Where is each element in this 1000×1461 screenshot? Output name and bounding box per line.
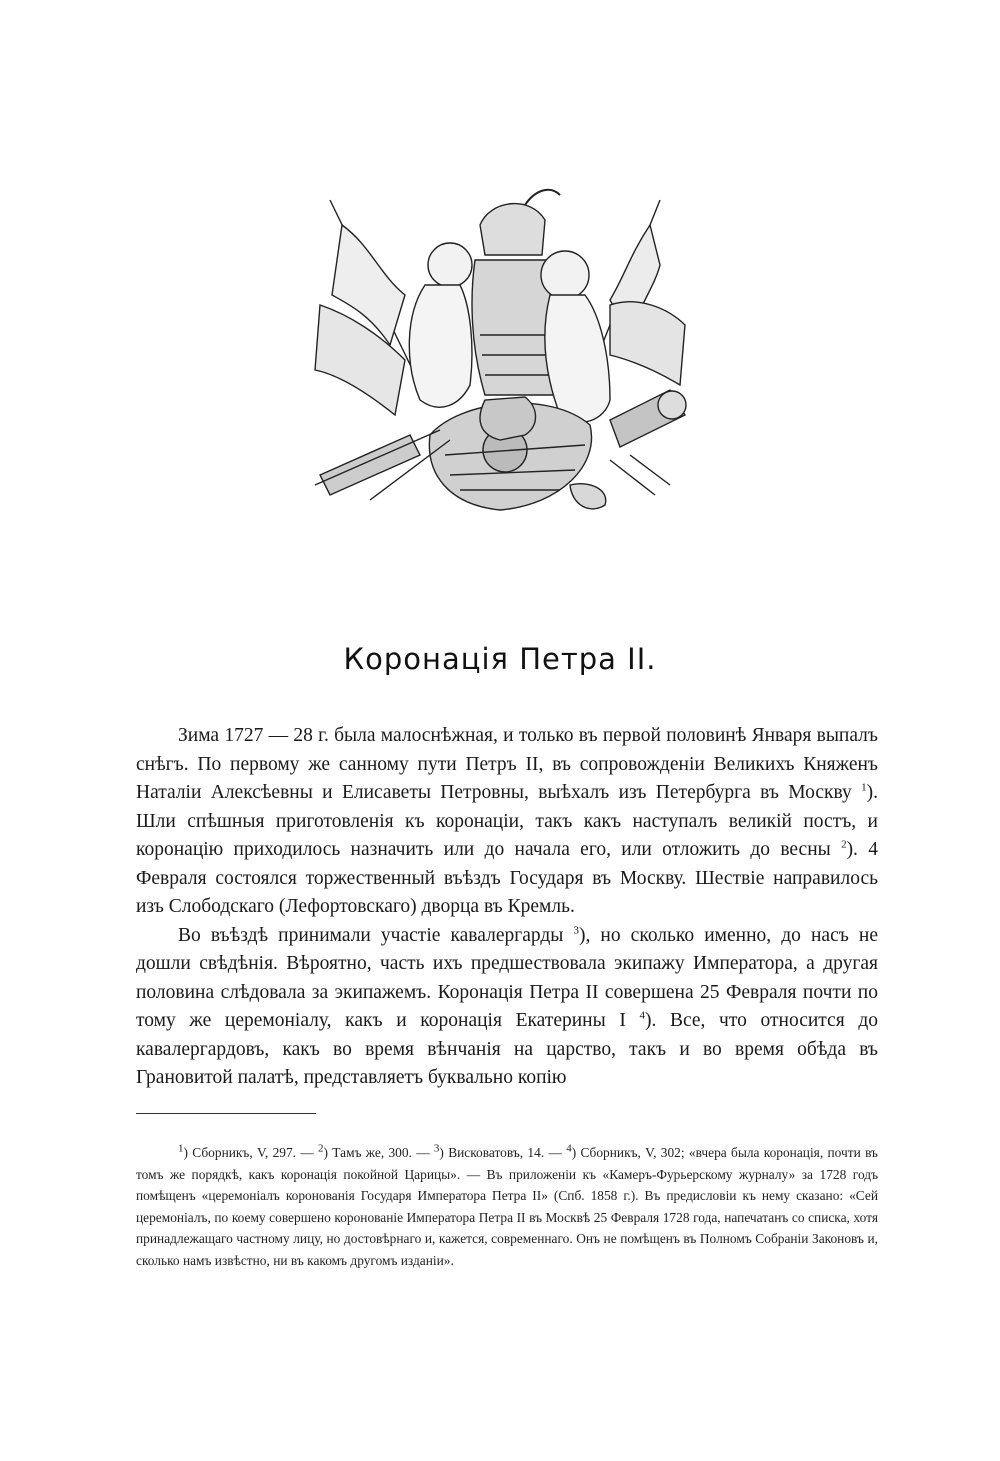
paragraph-text: ). 4 Февраля состоялся торжественный въѣздъ Государя въ Москву. Шествіе направилось изъ Слободскаго (Лефортовскаго) дворца въ Кремль. <box>136 839 878 917</box>
footnote-divider <box>136 1113 316 1114</box>
footnote-text: ) Сборникъ, V, 302; «вчера была коронація, почти въ томъ же порядкѣ, какъ коронація покойной Царицы». — Въ приложеніи къ «Камеръ-Фурьерскому журналу» за 1728 годъ помѣщенъ «церемоніалъ коронованія Государя Императора Петра II» (Спб. 1858 г.). Въ предисловіи къ нему сказано: «Сей церемоніалъ, по коему совершено коронованіе Императора Петра II въ Москвѣ 25 Февраля 1728 года, напечатанъ со списка, хотя принадлежащаго частному лицу, но достовѣрнаго и, кажется, современнаго. Онъ не помѣщенъ въ Полномъ Собраніи Законовъ и, сколько намъ извѣстно, ни въ какомъ другомъ изданіи». <box>136 1145 878 1268</box>
footnote-ref[interactable]: 3 <box>573 924 579 936</box>
footnote-text: ) Висковатовъ, 14. — <box>439 1145 567 1160</box>
paragraph-text: ), но сколько именно, до насъ не дошли свѣдѣнія. Вѣроятно, часть ихъ предшествовала экипажу Императора, а другая половина слѣдовала за экипажемъ. Коронація Петра II совершена 25 Февраля почти по тому же церемоніалу, какъ и коронація Екатерины I <box>136 924 878 1031</box>
footnote-number: 4 <box>566 1142 572 1155</box>
footnote-ref[interactable]: 2 <box>841 838 847 851</box>
vignette-illustration <box>310 185 690 525</box>
paragraph <box>136 722 878 922</box>
paragraph-text: Во въѣздѣ принимали участіе кавалергарды <box>178 924 574 946</box>
paragraph <box>136 922 878 1093</box>
main-text <box>136 722 878 1093</box>
footnote-number: 1 <box>178 1142 184 1155</box>
footnote-ref[interactable]: 4 <box>639 1009 645 1022</box>
footnote-text: ) Сборникъ, V, 297. — <box>183 1145 319 1160</box>
footnote-number: 3 <box>433 1142 440 1155</box>
paragraph-text: ). Шли спѣшныя приготовленія къ коронаціи, такъ какъ наступалъ великій постъ, и коронацію приходилось назначить или до начала его, или отложить до весны <box>136 782 878 860</box>
footnote-text: ) Тамъ же, 300. — <box>323 1145 434 1160</box>
paragraph-text: ). Все, что относится до кавалергардовъ, какъ во время вѣнчанія на царство, такъ и во время обѣда въ Грановитой палатѣ, представляетъ буквально копію <box>136 1010 878 1088</box>
footnote-ref[interactable]: 1 <box>861 781 867 794</box>
paragraph-text: Зима 1727 — 28 г. была малоснѣжная, и только въ первой половинѣ Января выпалъ снѣгъ. По первому же санному пути Петръ II, въ сопровожденіи Великихъ Княженъ Наталіи Алексѣевны и Елисаветы Петровны, выѣхалъ изъ Петербурга въ Москву <box>136 725 878 803</box>
page-title: Коронація Петра II. <box>343 642 657 676</box>
footnotes <box>136 1142 878 1272</box>
footnote-number: 2 <box>318 1142 324 1155</box>
military-trophy-vignette-icon <box>310 185 690 525</box>
